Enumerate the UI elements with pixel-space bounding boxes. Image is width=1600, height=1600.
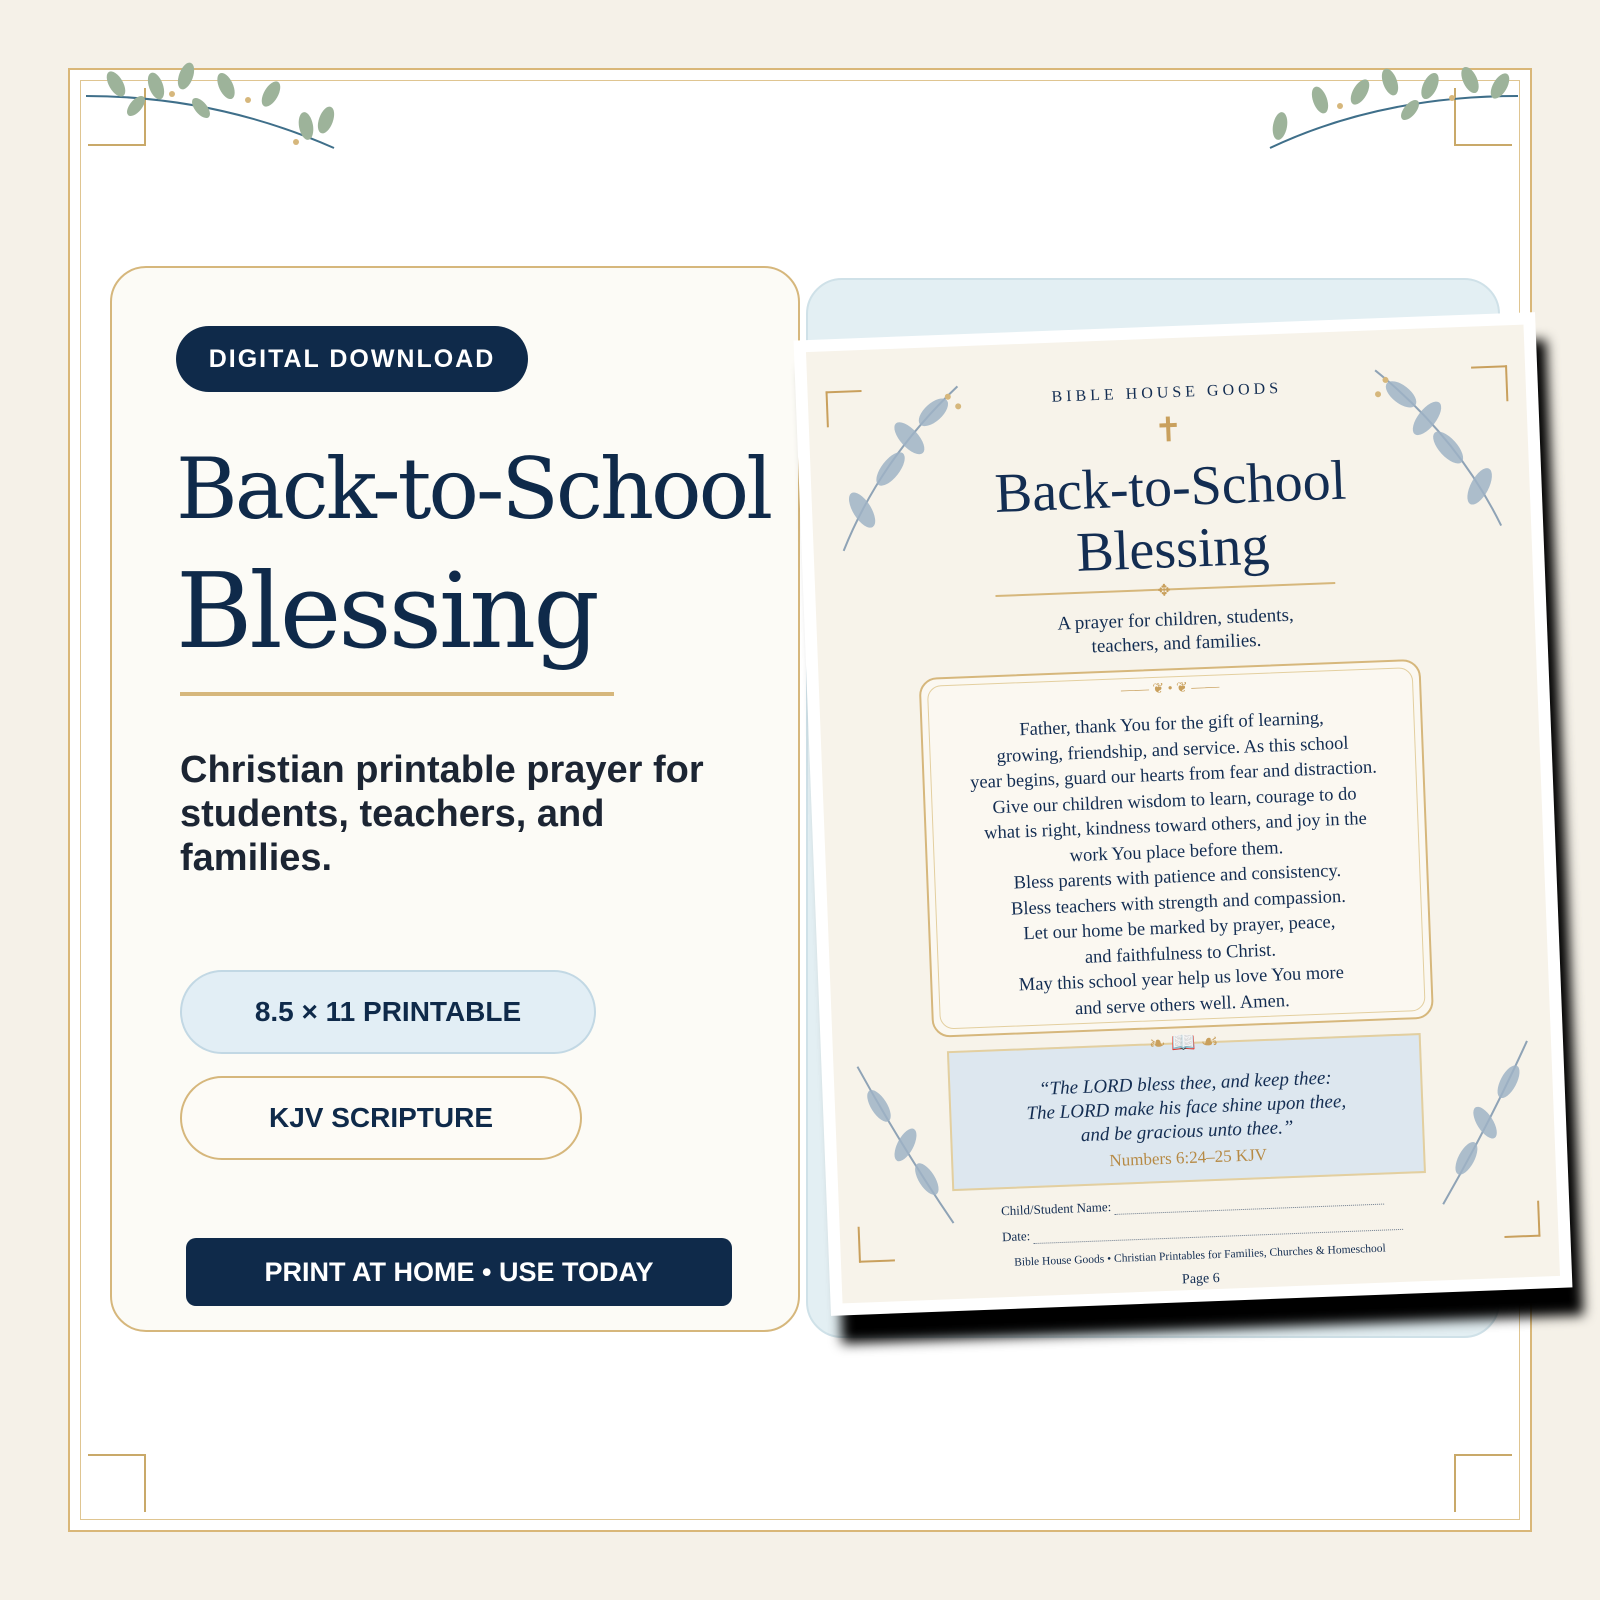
prayer-line: work You place before them. <box>1069 837 1284 866</box>
student-name-line <box>1115 1204 1385 1215</box>
prayer-text <box>942 704 1411 1027</box>
product-title-line1: Back-to-School <box>176 440 771 538</box>
date-label: Date: <box>1001 1228 1031 1245</box>
printable-subtitle-line2: teachers, and families. <box>1091 629 1262 658</box>
prayer-line: and serve others well. Amen. <box>1074 990 1290 1019</box>
printable-title <box>811 442 1533 593</box>
printable-preview <box>794 312 1573 1316</box>
gold-corner-ornament <box>1471 365 1508 402</box>
prayer-line: Father, thank You for the gift of learning, <box>1019 708 1325 741</box>
scripture-line: and be gracious unto thee.” <box>1080 1116 1294 1147</box>
prayer-line: what is right, kindness toward others, and joy in the <box>983 808 1368 844</box>
leaf-sprig-icon <box>1260 56 1530 156</box>
prayer-line: May this school year help us love You more <box>1018 962 1345 996</box>
page-number: Page 6 <box>1181 1270 1221 1288</box>
printable-footer: Bible House Goods • Christian Printables for Families, Churches & Homeschool <box>1014 1242 1386 1269</box>
open-bible-icon: ❧ 📖 ☙ <box>1148 1030 1219 1056</box>
prayer-line: growing, friendship, and service. As this school <box>996 733 1349 767</box>
printable-title-line1: Back-to-School <box>993 449 1348 525</box>
gold-corner-ornament <box>826 390 863 427</box>
printable-paper <box>806 325 1560 1304</box>
product-title-line2: Blessing <box>176 550 597 672</box>
scripture-text <box>950 1063 1422 1153</box>
watercolor-leaves-icon <box>1417 1031 1544 1215</box>
scripture-line: “The LORD bless thee, and keep thee: <box>1038 1067 1333 1100</box>
flourish-icon: ✥ <box>1157 582 1172 600</box>
prayer-line: year begins, guard our hearts from fear and distraction. <box>969 757 1378 794</box>
brand-name: BIBLE HOUSE GOODS <box>1051 379 1283 406</box>
printable-page <box>794 312 1573 1316</box>
prayer-frame <box>919 659 1434 1038</box>
product-subtitle: Christian printable prayer for students, teachers, and families. <box>180 749 704 879</box>
title-divider <box>180 692 614 696</box>
kjv-scripture-badge: KJV SCRIPTURE <box>180 1076 582 1160</box>
corner-ornament-bottom-left <box>88 1454 146 1512</box>
corner-ornament-bottom-right <box>1454 1454 1512 1512</box>
digital-download-badge: DIGITAL DOWNLOAD <box>176 326 528 392</box>
gold-corner-ornament <box>858 1225 895 1262</box>
printable-subtitle-line1: A prayer for children, students, <box>1057 604 1295 635</box>
printable-title-line2: Blessing <box>1075 514 1271 584</box>
date-field <box>1002 1214 1404 1245</box>
scripture-box <box>947 1030 1426 1191</box>
laurel-ornament-icon: —— ❦ • ❦ —— <box>1120 679 1220 699</box>
prayer-line: Bless parents with patience and consistency. <box>1013 860 1342 894</box>
leaf-sprig-icon <box>76 56 346 156</box>
print-at-home-banner: PRINT AT HOME • USE TODAY <box>186 1238 732 1306</box>
prayer-line: Bless teachers with strength and compassion. <box>1010 886 1347 920</box>
student-name-field <box>1001 1189 1385 1220</box>
scripture-reference: Numbers 6:24–25 KJV <box>1109 1145 1268 1171</box>
prayer-line: Give our children wisdom to learn, courage to do <box>992 783 1357 818</box>
gold-corner-ornament <box>1503 1201 1540 1238</box>
scripture-line: The LORD make his face shine upon thee, <box>1026 1090 1347 1125</box>
prayer-line: and faithfulness to Christ. <box>1084 940 1277 968</box>
printable-subtitle <box>816 594 1535 670</box>
student-name-label: Child/Student Name: <box>1000 1199 1112 1219</box>
cross-icon: ✝ <box>1153 411 1184 450</box>
printable-size-badge: 8.5 × 11 PRINTABLE <box>180 970 596 1054</box>
prayer-line: Let our home be marked by prayer, peace, <box>1023 912 1336 945</box>
date-line <box>1034 1229 1404 1244</box>
